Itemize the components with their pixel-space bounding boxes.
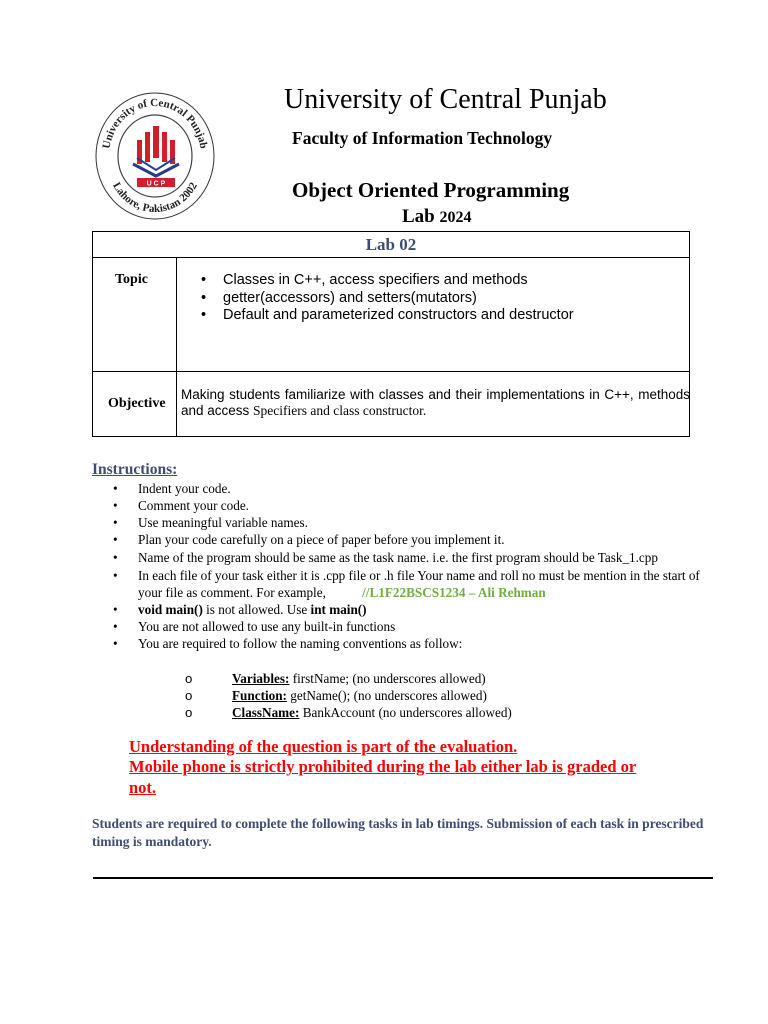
instruction-item: • You are not allowed to use any built-in functions (113, 618, 713, 635)
topic-item: • getter(accessors) and setters(mutators) (201, 290, 574, 308)
course-title: Object Oriented Programming (292, 178, 570, 202)
naming-text: firstName; (no underscores allowed) (292, 671, 486, 686)
objective-text-part1: Making students familiarize with classes and their implementations in C++, methods and access (181, 387, 690, 418)
lab-year-title (402, 206, 472, 228)
horizontal-rule (93, 877, 713, 879)
main-rule-middle: is not allowed. Use (202, 602, 311, 617)
seal-text-bottom: Lahore, Pakistan 2002 (110, 180, 200, 216)
seal-badge-text: U C P (146, 180, 166, 188)
warning-line: Mobile phone is strictly prohibited during the lab either lab is graded or (129, 757, 637, 776)
naming-bullet: o (185, 671, 193, 686)
instruction-item: • Plan your code carefully on a piece of paper before you implement it. (113, 531, 713, 548)
naming-label: Variables: (232, 671, 290, 686)
university-title: University of Central Punjab (284, 84, 607, 115)
naming-label: ClassName: (232, 705, 300, 720)
topic-item: • Default and parameterized constructors and destructor (201, 307, 574, 325)
naming-item (185, 704, 512, 721)
warning-line: not. (129, 778, 157, 797)
year: 2024 (439, 209, 472, 226)
topic-label: Topic (115, 272, 148, 287)
instruction-item-text: In each file of your task either it is .cpp file or .h file Your name and roll no must be mention in the start of your file as comment. For example, (138, 568, 700, 600)
topic-item: • Classes in C++, access specifiers and methods (201, 272, 574, 290)
naming-item (185, 670, 512, 687)
instruction-item: • Name of the program should be same as the task name. i.e. the first program should be Task_1.cpp (113, 548, 713, 567)
instructions-list (113, 480, 713, 652)
main-rule-good: int main() (310, 602, 367, 617)
seal-text-top: University of Central Punjab (100, 96, 210, 150)
main-rule-bad: void main() (138, 602, 203, 617)
objective-text (181, 387, 690, 419)
naming-conventions-list (185, 670, 512, 721)
lab-number: Lab 02 (93, 232, 689, 258)
table-divider-vertical (176, 257, 177, 437)
objective-label: Objective (108, 396, 166, 411)
instruction-item: • Comment your code. (113, 497, 713, 514)
submission-note: Students are required to complete the following tasks in lab timings. Submission of each task in prescribed timing is mandatory. (92, 816, 704, 849)
university-seal-logo (93, 84, 217, 220)
instruction-item: • Use meaningful variable names. (113, 514, 713, 531)
topic-list (201, 272, 574, 325)
naming-item (185, 687, 512, 704)
lab-info-table (92, 231, 690, 437)
warning-line: Understanding of the question is part of the evaluation. (129, 737, 518, 756)
table-divider-horizontal (93, 371, 689, 372)
comment-example: //L1F22BSCS1234 – Ali Rehman (362, 585, 546, 600)
instruction-item: • You are required to follow the naming conventions as follow: (113, 635, 713, 652)
instructions-heading: Instructions: (92, 461, 178, 478)
lab-label: Lab (402, 206, 435, 227)
faculty-title: Faculty of Information Technology (292, 128, 553, 148)
naming-text: BankAccount (no underscores allowed) (302, 705, 512, 720)
naming-bullet: o (185, 688, 193, 703)
naming-text: getName(); (no underscores allowed) (290, 688, 487, 703)
instruction-item (113, 601, 713, 618)
instruction-item (113, 567, 713, 601)
objective-text-part2: Specifiers and class constructor. (253, 403, 427, 418)
naming-bullet: o (185, 705, 193, 720)
naming-label: Function: (232, 688, 287, 703)
instruction-item: • Indent your code. (113, 480, 713, 497)
seal-emblem (133, 126, 179, 188)
